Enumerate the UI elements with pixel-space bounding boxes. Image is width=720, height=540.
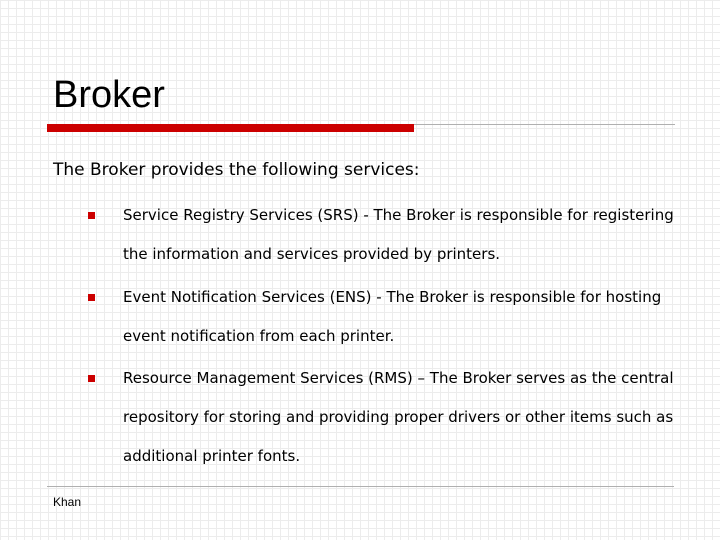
footer-rule <box>47 486 674 487</box>
bullet-item-rms <box>123 359 683 476</box>
square-bullet-icon <box>88 375 95 382</box>
bullet-text: Service Registry Services (SRS) - The Broker is responsible for registering the information and services provided by printers. <box>123 206 674 263</box>
square-bullet-icon <box>88 294 95 301</box>
title-underline-rule <box>414 124 675 125</box>
slide-title: Broker <box>53 74 165 116</box>
bullet-item-ens <box>123 278 683 356</box>
bullet-item-srs <box>123 196 683 274</box>
title-underline-accent <box>47 124 414 132</box>
footer-author: Khan <box>53 495 82 509</box>
square-bullet-icon <box>88 212 95 219</box>
intro-text: The Broker provides the following services: <box>53 160 420 180</box>
bullet-text: Resource Management Services (RMS) – The Broker serves as the central repository for storing and providing proper drivers or other items such as additional printer fonts. <box>123 369 674 465</box>
bullet-text: Event Notification Services (ENS) - The Broker is responsible for hosting event notification from each printer. <box>123 288 662 345</box>
